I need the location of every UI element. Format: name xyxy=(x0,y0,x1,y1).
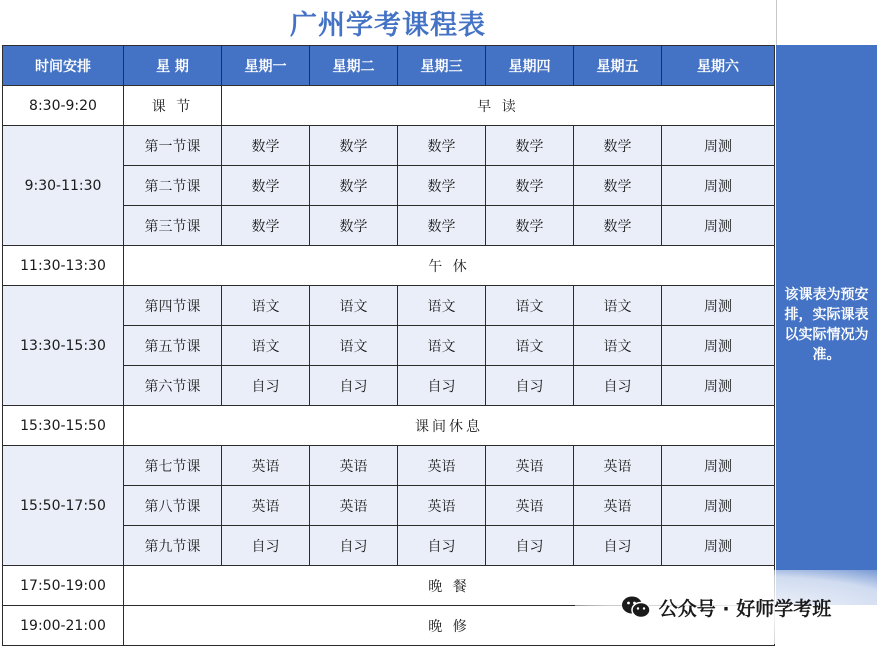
header-mon: 星期一 xyxy=(222,46,310,86)
class-cell: 自习 xyxy=(574,366,662,406)
time-cell: 13:30-15:30 xyxy=(3,286,124,406)
merged-activity: 晚 餐 xyxy=(124,566,775,606)
period-label: 课 节 xyxy=(124,86,222,126)
class-cell: 自习 xyxy=(574,526,662,566)
class-cell: 数学 xyxy=(222,166,310,206)
class-cell: 数学 xyxy=(310,206,398,246)
class-cell: 语文 xyxy=(486,286,574,326)
period-label: 第六节课 xyxy=(124,366,222,406)
time-cell: 15:30-15:50 xyxy=(3,406,124,446)
class-cell: 数学 xyxy=(398,166,486,206)
page-title: 广州学考课程表 xyxy=(0,0,777,45)
period-label: 第八节课 xyxy=(124,486,222,526)
class-cell: 自习 xyxy=(310,366,398,406)
class-cell: 语文 xyxy=(486,326,574,366)
class-cell: 数学 xyxy=(398,206,486,246)
class-cell: 数学 xyxy=(310,166,398,206)
class-cell: 周测 xyxy=(662,446,775,486)
header-time: 时间安排 xyxy=(3,46,124,86)
class-cell: 周测 xyxy=(662,206,775,246)
time-cell: 9:30-11:30 xyxy=(3,126,124,246)
time-cell: 11:30-13:30 xyxy=(3,246,124,286)
table-row xyxy=(3,446,775,486)
class-cell: 周测 xyxy=(662,166,775,206)
class-cell: 语文 xyxy=(398,286,486,326)
class-cell: 英语 xyxy=(486,486,574,526)
header-thu: 星期四 xyxy=(486,46,574,86)
class-cell: 数学 xyxy=(486,126,574,166)
period-label: 第五节课 xyxy=(124,326,222,366)
schedule-note xyxy=(776,45,877,605)
merged-activity: 晚 修 xyxy=(124,606,775,646)
class-cell: 数学 xyxy=(222,126,310,166)
header-fri: 星期五 xyxy=(574,46,662,86)
watermark xyxy=(575,570,877,644)
class-cell: 周测 xyxy=(662,366,775,406)
class-cell: 数学 xyxy=(222,206,310,246)
header-wed: 星期三 xyxy=(398,46,486,86)
class-cell: 英语 xyxy=(574,486,662,526)
class-cell: 英语 xyxy=(398,446,486,486)
table-row xyxy=(3,86,775,126)
class-cell: 数学 xyxy=(310,126,398,166)
class-cell: 语文 xyxy=(398,326,486,366)
period-label: 第四节课 xyxy=(124,286,222,326)
merged-activity: 课间休息 xyxy=(124,406,775,446)
class-cell: 英语 xyxy=(310,446,398,486)
class-cell: 数学 xyxy=(486,206,574,246)
class-cell: 自习 xyxy=(486,526,574,566)
period-label: 第二节课 xyxy=(124,166,222,206)
table-row xyxy=(3,406,775,446)
wechat-icon xyxy=(621,595,651,619)
class-cell: 自习 xyxy=(222,526,310,566)
class-cell: 自习 xyxy=(486,366,574,406)
merged-activity: 午 休 xyxy=(124,246,775,286)
class-cell: 英语 xyxy=(222,486,310,526)
time-cell: 17:50-19:00 xyxy=(3,566,124,606)
table-row xyxy=(3,246,775,286)
class-cell: 数学 xyxy=(574,166,662,206)
class-cell: 自习 xyxy=(398,526,486,566)
time-cell: 15:50-17:50 xyxy=(3,446,124,566)
class-cell: 周测 xyxy=(662,286,775,326)
table-row xyxy=(3,126,775,166)
class-cell: 自习 xyxy=(310,526,398,566)
class-cell: 数学 xyxy=(398,126,486,166)
header-row xyxy=(3,46,775,86)
class-cell: 数学 xyxy=(574,206,662,246)
time-cell: 19:00-21:00 xyxy=(3,606,124,646)
class-cell: 周测 xyxy=(662,526,775,566)
header-tue: 星期二 xyxy=(310,46,398,86)
table-row xyxy=(3,286,775,326)
class-cell: 自习 xyxy=(398,366,486,406)
class-cell: 语文 xyxy=(222,286,310,326)
class-cell: 英语 xyxy=(310,486,398,526)
watermark-text: 公众号 · 好师学考班 xyxy=(658,597,832,620)
time-cell: 8:30-9:20 xyxy=(3,86,124,126)
class-cell: 周测 xyxy=(662,486,775,526)
period-label: 第七节课 xyxy=(124,446,222,486)
period-label: 第三节课 xyxy=(124,206,222,246)
class-cell: 语文 xyxy=(310,326,398,366)
class-cell: 数学 xyxy=(574,126,662,166)
class-cell: 语文 xyxy=(222,326,310,366)
class-cell: 自习 xyxy=(222,366,310,406)
class-cell: 英语 xyxy=(222,446,310,486)
class-cell: 语文 xyxy=(310,286,398,326)
schedule-table xyxy=(2,45,775,646)
class-cell: 英语 xyxy=(574,446,662,486)
header-sat: 星期六 xyxy=(662,46,775,86)
class-cell: 周测 xyxy=(662,326,775,366)
schedule-note-text: 该课表为预安排，实际课表以实际情况为准。 xyxy=(784,287,869,363)
class-cell: 数学 xyxy=(486,166,574,206)
class-cell: 英语 xyxy=(398,486,486,526)
merged-activity: 早 读 xyxy=(222,86,775,126)
class-cell: 语文 xyxy=(574,286,662,326)
header-weekday: 星 期 xyxy=(124,46,222,86)
period-label: 第一节课 xyxy=(124,126,222,166)
class-cell: 英语 xyxy=(486,446,574,486)
class-cell: 语文 xyxy=(574,326,662,366)
period-label: 第九节课 xyxy=(124,526,222,566)
class-cell: 周测 xyxy=(662,126,775,166)
